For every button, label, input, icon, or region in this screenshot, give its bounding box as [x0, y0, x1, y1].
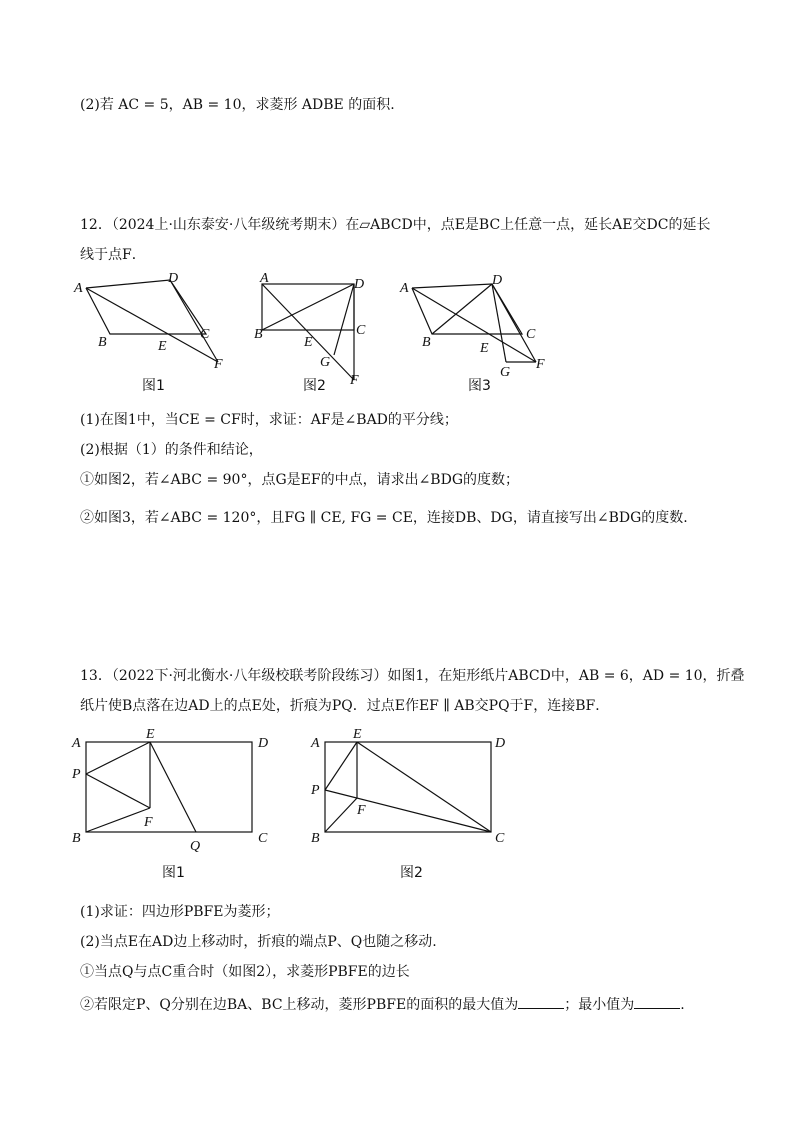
q12-f1-label-b: B [98, 335, 107, 350]
q13-figure-2-caption: 图2 [400, 865, 423, 881]
q12-part1: (1)在图1中，当CE = CF时，求证：AF是∠BAD的平分线； [80, 412, 458, 428]
q12-f2-label-b: B [254, 327, 263, 342]
q13-f1-label-a: A [72, 736, 81, 751]
q11-part2: (2)若 AC = 5，AB = 10，求菱形 ADBE 的面积. [80, 97, 395, 113]
q12-figure-1 [70, 270, 230, 370]
q12-sub2: ②如图3，若∠ABC = 120°，且FG ∥ CE, FG = CE，连接DB、DG，请直接写出∠BDG的度数. [80, 510, 688, 526]
q13-sub1: ①当点Q与点C重合时（如图2），求菱形PBFE的边长 [80, 964, 410, 980]
q12-line2: 线于点F． [80, 247, 146, 263]
q13-f2-label-d: D [495, 736, 506, 751]
q12-part2: (2)根据（1）的条件和结论， [80, 442, 263, 458]
q13-sub2-text-c: . [680, 997, 685, 1013]
q13-answer-blank-min[interactable] [634, 994, 680, 1009]
q13-f2-label-p: P [311, 783, 320, 798]
q13-f1-label-c: C [258, 831, 268, 846]
q12-f2-label-d: D [354, 277, 365, 292]
q12-figure-2-caption: 图2 [303, 378, 326, 394]
q12-figure-1-caption: 图1 [142, 378, 165, 394]
q13-figure-1-caption: 图1 [162, 865, 185, 881]
q13-f1-label-q: Q [190, 839, 201, 854]
q12-figure-3 [398, 270, 558, 380]
q12-f2-label-e: E [304, 335, 313, 350]
q12-f1-label-d: D [168, 271, 179, 286]
q12-f3-label-c: C [526, 327, 536, 342]
q13-f1-label-e: E [146, 727, 155, 742]
q13-sub2 [80, 994, 685, 1015]
q13-f2-label-e: E [353, 727, 362, 742]
q12-f1-label-c: C [200, 327, 210, 342]
q12-f3-label-d: D [492, 273, 503, 288]
q13-f2-label-f: F [357, 803, 366, 818]
q13-line2: 纸片使B点落在边AD上的点E处，折痕为PQ．过点E作EF ∥ AB交PQ于F，连接BF． [80, 698, 610, 714]
q12-f3-label-f: F [536, 357, 545, 372]
q12-f2-label-c: C [356, 323, 366, 338]
q13-figure-1 [68, 722, 283, 857]
q13-f2-label-b: B [311, 831, 320, 846]
q13-sub2-text-b: ；最小值为 [564, 997, 635, 1013]
q13-part1: (1)求证：四边形PBFE为菱形； [80, 904, 280, 920]
q13-part2: (2)当点E在AD边上移动时，折痕的端点P、Q也随之移动. [80, 934, 437, 950]
q13-f2-label-c: C [495, 831, 505, 846]
q12-f1-label-f: F [214, 357, 223, 370]
q13-answer-blank-max[interactable] [518, 994, 564, 1009]
q12-f2-label-g: G [320, 355, 331, 370]
q13-f2-label-a: A [311, 736, 320, 751]
q13-line1: 13．（2022下·河北衡水·八年级校联考阶段练习）如图1，在矩形纸片ABCD中，AB = 6，AD = 10，折叠 [80, 668, 745, 684]
q12-f3-label-a: A [400, 281, 409, 296]
q12-sub1: ①如图2，若∠ABC = 90°，点G是EF的中点，请求出∠BDG的度数； [80, 472, 519, 488]
q12-f2-label-a: A [260, 271, 269, 286]
q13-f1-label-p: P [72, 767, 81, 782]
q13-f1-label-f: F [144, 815, 153, 830]
q12-line1: 12．（2024上·山东泰安·八年级统考期末）在▱ABCD中，点E是BC上任意一点，延长AE交DC的延长 [80, 217, 711, 233]
q12-figure-2 [250, 270, 380, 385]
q13-f1-label-d: D [258, 736, 269, 751]
q13-sub2-text-a: ②若限定P、Q分别在边BA、BC上移动，菱形PBFE的面积的最大值为 [80, 997, 519, 1013]
q12-f3-label-g: G [500, 365, 511, 380]
q12-f2-label-f: F [350, 373, 359, 385]
q13-figure-2 [305, 722, 520, 857]
q12-f1-label-e: E [158, 339, 167, 354]
q13-f1-label-b: B [72, 831, 81, 846]
q12-f3-label-b: B [422, 335, 431, 350]
q12-f3-label-e: E [480, 341, 489, 356]
q12-f1-label-a: A [74, 281, 83, 296]
q12-figure-3-caption: 图3 [468, 378, 491, 394]
